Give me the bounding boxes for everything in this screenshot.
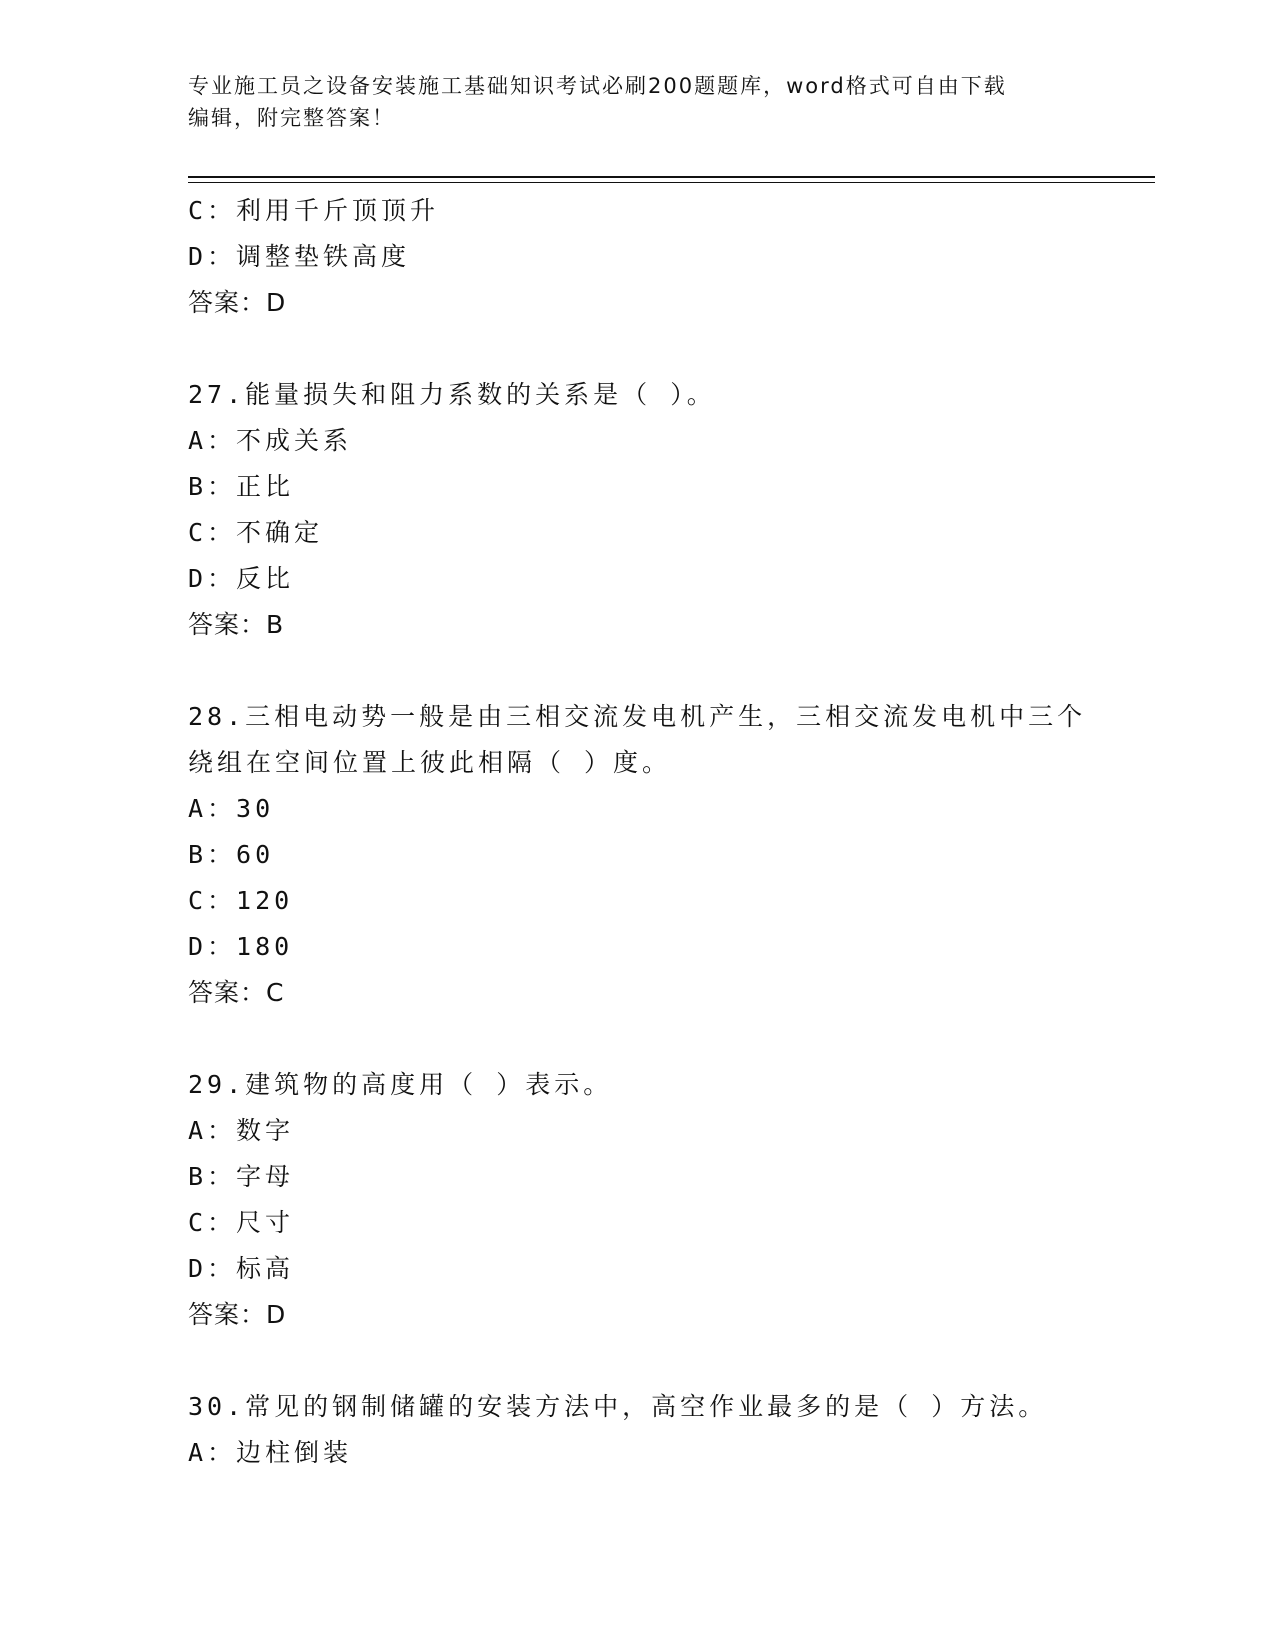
spacer: [188, 1338, 1088, 1384]
option-line: C：不确定: [188, 518, 324, 547]
option-line: A：边柱倒装: [188, 1438, 353, 1467]
question-stem: 28.三相电动势一般是由三相交流发电机产生，三相交流发电机中三个: [188, 702, 1087, 731]
answer-line: 答案：C: [188, 978, 285, 1007]
question-stem: 27.能量损失和阻力系数的关系是（ ）。: [188, 380, 716, 409]
header-title-line1: 专业施工员之设备安装施工基础知识考试必刷200题题库，word格式可自由下载: [188, 74, 1007, 98]
option-line: A：30: [188, 794, 275, 823]
option-line: B：字母: [188, 1162, 295, 1191]
option-line: A：不成关系: [188, 426, 353, 455]
option-line: A：数字: [188, 1116, 295, 1145]
spacer: [188, 326, 1088, 372]
question-29: [188, 1062, 1088, 1338]
header-rule-thick: [188, 176, 1155, 178]
option-line: D：180: [188, 932, 294, 961]
partial-question: [188, 188, 1088, 326]
question-27: [188, 372, 1088, 648]
question-stem: 30.常见的钢制储罐的安装方法中，高空作业最多的是（ ）方法。: [188, 1392, 1048, 1421]
option-line: C：利用千斤顶顶升: [188, 196, 440, 225]
option-line: C：120: [188, 886, 294, 915]
question-content: [188, 188, 1088, 1476]
question-30: [188, 1384, 1088, 1476]
answer-line: 答案：B: [188, 610, 285, 639]
answer-line: 答案：D: [188, 288, 287, 317]
header-title-line2: 编辑，附完整答案！: [188, 106, 395, 130]
option-line: B：正比: [188, 472, 295, 501]
question-stem-continued: 绕组在空间位置上彼此相隔（ ）度。: [188, 748, 672, 777]
option-line: D：调整垫铁高度: [188, 242, 411, 271]
spacer: [188, 648, 1088, 694]
option-line: B：60: [188, 840, 275, 869]
question-28: [188, 694, 1088, 1016]
option-line: D：反比: [188, 564, 295, 593]
option-line: D：标高: [188, 1254, 295, 1283]
header-rule-thin: [188, 182, 1155, 183]
document-header: [188, 70, 1088, 134]
answer-line: 答案：D: [188, 1300, 287, 1329]
question-stem: 29.建筑物的高度用（ ）表示。: [188, 1070, 613, 1099]
spacer: [188, 1016, 1088, 1062]
option-line: C：尺寸: [188, 1208, 295, 1237]
